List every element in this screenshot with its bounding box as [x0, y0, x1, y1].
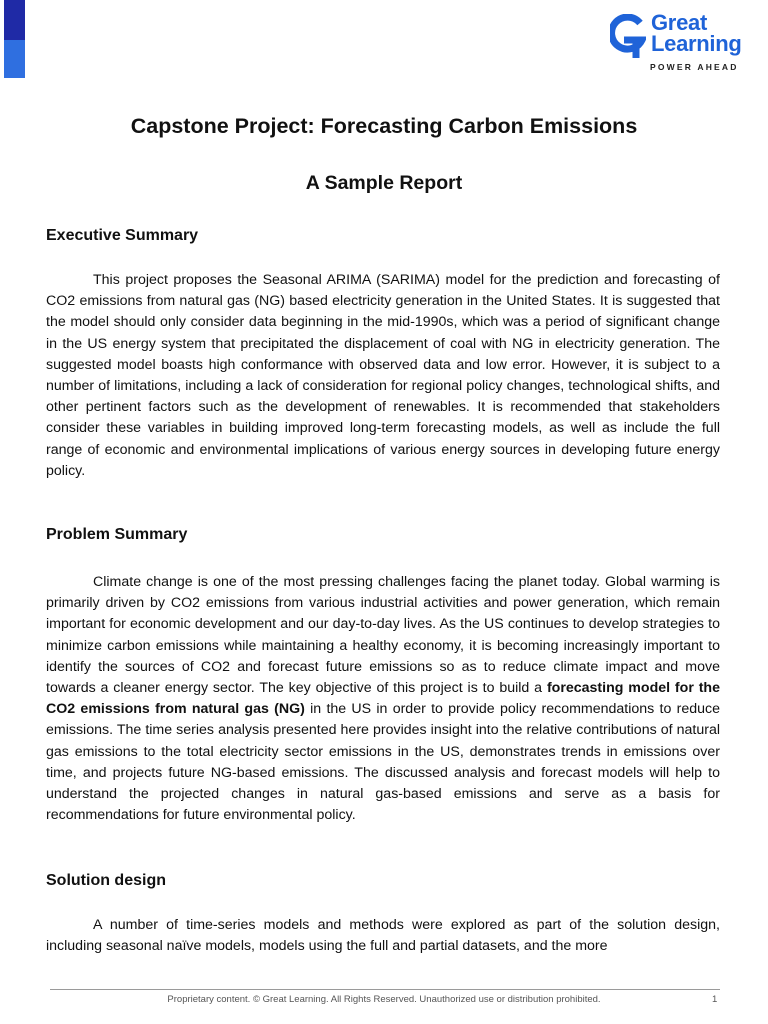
problem-summary-heading: Problem Summary — [46, 526, 188, 543]
footer-divider — [50, 989, 720, 990]
problem-summary-paragraph — [46, 572, 720, 826]
solution-design-heading: Solution design — [46, 872, 166, 889]
accent-bar-top — [4, 0, 25, 40]
logo-line-2: Learning — [651, 31, 742, 56]
executive-summary-paragraph: This project proposes the Seasonal ARIMA (SARIMA) model for the prediction and forecasting of CO2 emissions from natural gas (NG) based electricity generation in the United States. It is suggested that the model should only consider data beginning in the mid-1990s, which was a period of significant change in the US energy system that precipitated the displacement of coal with NG in electricity generation. The suggested model boasts high conformance with observed data and low error. However, it is subject to a number of limitations, including a lack of consideration for regional policy changes, technological shifts, and other pertinent factors such as the development of renewables. It is recommended that stakeholders consider these variables in building improved long-term forecasting models, as well as include the full range of economic and environmental implications of various energy sources in developing future energy policy. — [46, 272, 720, 479]
logo-wordmark — [651, 12, 742, 54]
executive-summary-heading: Executive Summary — [46, 227, 199, 244]
document-title: Capstone Project: Forecasting Carbon Emissions — [130, 114, 638, 138]
great-learning-logo — [610, 12, 750, 74]
problem-text-start: Climate change is one of the most pressing challenges facing the planet today. Global warming is primarily driven by CO2 emissions from various industrial activities and power generation, which remain important for economic development and our day-to-day lives. As the US continues to develop strategies to minimize carbon emissions while maintaining a healthy economy, it is becoming increasingly important to identify the sources of CO2 and forecast future emissions so as to reduce climate impact and move towards a cleaner energy sector. The key objective of this project is to build a — [46, 574, 720, 697]
solution-design-paragraph: A number of time-series models and methods were explored as part of the solution design, including seasonal naïve models, models using the full and partial datasets, and the more — [46, 917, 720, 955]
logo-line-1: Great — [651, 10, 707, 35]
problem-text-bold: forecasting model for the CO2 emissions from natural gas (NG) — [46, 680, 720, 718]
footer-notice: Proprietary content. © Great Learning. All Rights Reserved. Unauthorized use or distribution prohibited. — [167, 994, 601, 1005]
logo-g-icon — [610, 14, 646, 58]
accent-bar-bottom — [4, 40, 25, 78]
logo-tagline: POWER AHEAD — [650, 62, 739, 72]
page-number: 1 — [712, 994, 718, 1005]
problem-text-end: in the US in order to provide policy recommendations to reduce emissions. The time series analysis presented here provides insight into the relative contributions of natural gas emissions to the total electricity sector emissions in the US, demonstrates trends in emissions over time, and projects future NG-based emissions. The discussed analysis and forecast models will help to understand the projected changes in natural gas-based emissions and serve as a basis for recommendations for future environmental policy. — [46, 701, 720, 824]
document-subtitle: A Sample Report — [305, 172, 463, 194]
